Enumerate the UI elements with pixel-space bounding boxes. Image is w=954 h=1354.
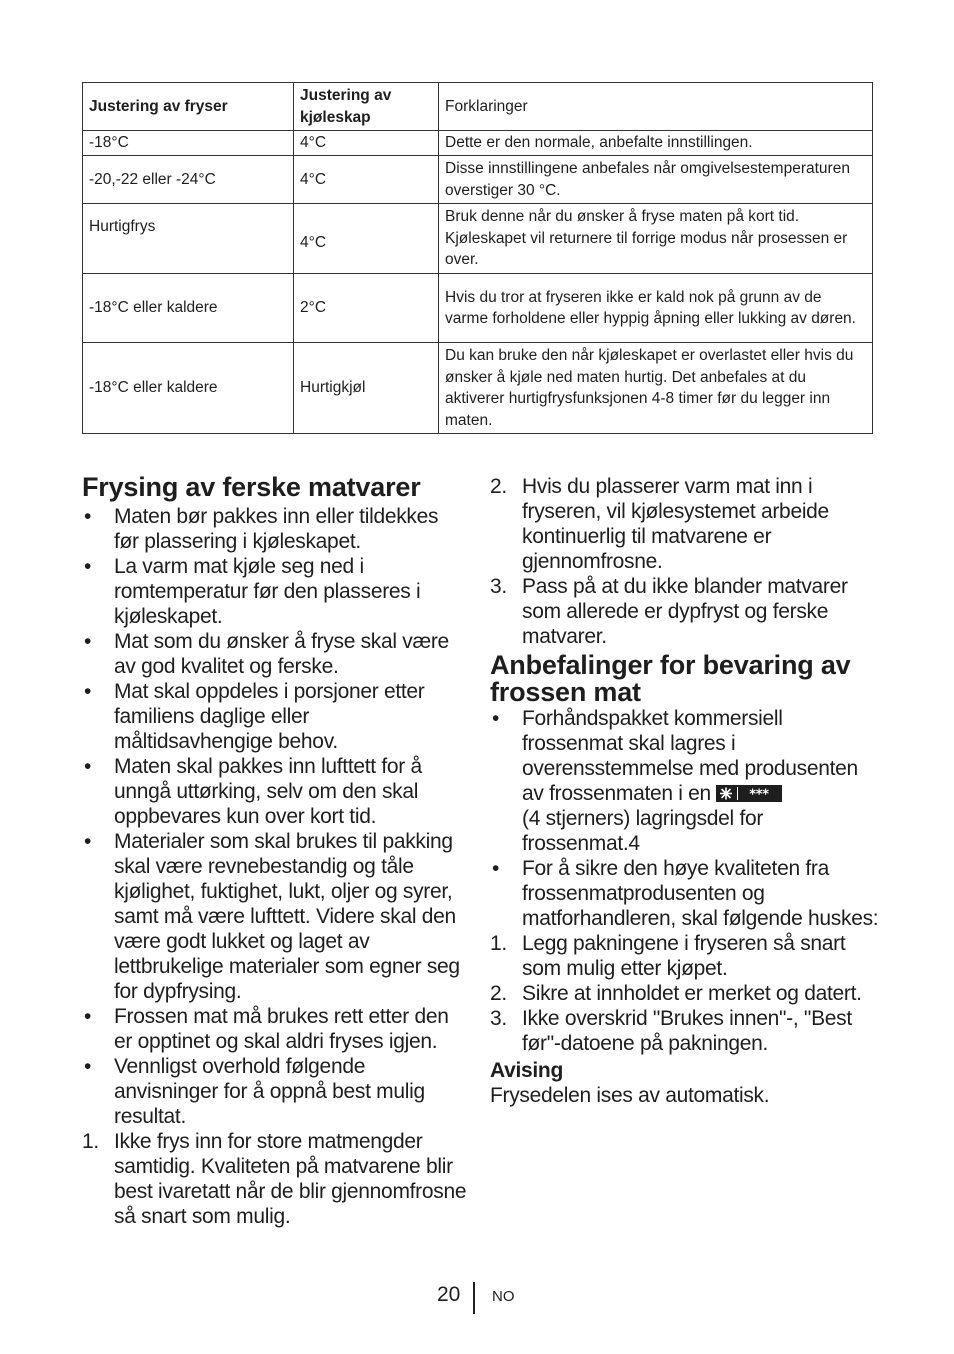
list-item: • Frossen mat må brukes rett etter den er opptinet og skal aldri fryses igjen. xyxy=(84,1005,449,1053)
table-header-cell: Justering av fryser xyxy=(83,83,294,131)
fresh-food-bullet-list xyxy=(82,504,467,1129)
table-header-cell: Justering av kjøleskap xyxy=(294,83,439,131)
list-number: 2. xyxy=(490,475,507,498)
list-number: 3. xyxy=(490,575,507,598)
bullet-marker: • xyxy=(84,555,92,578)
list-item: • Mat skal oppdeles i porsjoner etter familiens daglige eller måltidsavhengige behov. xyxy=(84,680,425,753)
page-number: 20 xyxy=(437,1283,461,1306)
table-cell: Hurtigkjøl xyxy=(294,343,439,434)
section-title-fresh-food: Frysing av ferske matvarer xyxy=(82,472,421,502)
bullet-marker: • xyxy=(84,1055,92,1078)
list-number: 3. xyxy=(490,1007,507,1030)
list-item: • Vennligst overhold følgende anvisninger for å oppnå best mulig resultat. xyxy=(84,1055,425,1128)
section-title-frozen-storage: Anbefalinger for bevaring av frossen mat xyxy=(490,650,851,707)
table-cell: -18°C eller kaldere xyxy=(83,343,294,434)
fresh-food-numbered-list-continued xyxy=(490,474,880,649)
list-item: 3. Pass på at du ikke blander matvarer som allerede er dypfryst og ferske matvarer. xyxy=(490,575,848,648)
list-number: 1. xyxy=(82,1130,99,1153)
list-item: 1. Legg pakningene i fryseren så snart som mulig etter kjøpet. xyxy=(490,932,846,980)
list-item: 2. Sikre at innholdet er merket og datert. xyxy=(490,982,862,1005)
table-header-row xyxy=(83,83,873,131)
table-header-cell: Forklaringer xyxy=(439,83,873,131)
table-cell: Hurtigfrys xyxy=(83,204,294,274)
list-item: 2. Hvis du plasserer varm mat inn i fryseren, vil kjølesystemet arbeide kontinuerlig til matvarene er gjennomfrosne. xyxy=(490,475,829,573)
four-star-freezer-icon xyxy=(716,785,782,802)
bullet-marker: • xyxy=(84,505,92,528)
list-item: 1. Ikke frys inn for store matmengder samtidig. Kvaliteten på matvarene blir best ivaretatt når de blir gjennomfrosne så snart som mulig. xyxy=(82,1130,467,1228)
table-cell: Bruk denne når du ønsker å fryse maten på kort tid. Kjøleskapet vil returnere til forrige modus når prosessen er over. xyxy=(439,204,873,274)
list-item: • Maten skal pakkes inn lufttett for å unngå uttørking, selv om den skal oppbevares kun over kort tid. xyxy=(84,755,422,828)
list-item: 3. Ikke overskrid "Brukes innen"-, "Best før"-datoene på pakningen. xyxy=(490,1007,852,1055)
defrost-heading: Avising xyxy=(490,1059,563,1082)
bullet-marker: • xyxy=(84,630,92,653)
table-row xyxy=(83,156,873,204)
list-item: • Forhåndspakket kommersiell frossenmat skal lagres i overensstemmelse med produsenten av frossenmaten i en *** (4 stjerners) lagringsdel for frossenmat.4 xyxy=(492,707,858,855)
list-number: 1. xyxy=(490,932,507,955)
list-item: • Mat som du ønsker å fryse skal være av god kvalitet og ferske. xyxy=(84,630,449,678)
bullet-marker: • xyxy=(84,755,92,778)
left-column xyxy=(82,474,467,1229)
table-row xyxy=(83,204,873,274)
table-row xyxy=(83,274,873,343)
table-cell: 2°C xyxy=(294,274,439,343)
frozen-storage-numbered-list xyxy=(490,931,880,1056)
bullet-marker: • xyxy=(84,680,92,703)
bullet-marker: • xyxy=(84,1005,92,1028)
table-cell: Dette er den normale, anbefalte innstillingen. xyxy=(439,131,873,156)
list-item: • La varm mat kjøle seg ned i romtemperatur før den plasseres i kjøleskapet. xyxy=(84,555,421,628)
table-cell: Disse innstillingene anbefales når omgivelsestemperaturen overstiger 30 °C. xyxy=(439,156,873,204)
frozen-storage-bullet-list xyxy=(490,706,880,931)
defrost-paragraph: Frysedelen ises av automatisk. xyxy=(490,1084,770,1107)
list-number: 2. xyxy=(490,982,507,1005)
language-code: NO xyxy=(492,1288,515,1305)
footer-divider xyxy=(473,1282,475,1314)
settings-table xyxy=(82,82,873,434)
table-cell: -20,-22 eller -24°C xyxy=(83,156,294,204)
bullet-marker: • xyxy=(492,857,500,880)
table-row xyxy=(83,131,873,156)
table-cell: -18°C eller kaldere xyxy=(83,274,294,343)
table-cell: -18°C xyxy=(83,131,294,156)
table-cell: 4°C xyxy=(294,156,439,204)
bullet-marker: • xyxy=(492,707,500,730)
table-cell: Hvis du tror at fryseren ikke er kald nok på grunn av de varme forholdene eller hyppig åpning eller lukking av døren. xyxy=(439,274,873,343)
table-cell: Du kan bruke den når kjøleskapet er overlastet eller hvis du ønsker å kjøle ned maten hurtig. Det anbefales at du aktiverer hurtigfrysfunksjonen 4-8 timer før du legger inn maten. xyxy=(439,343,873,434)
right-column xyxy=(490,474,880,1108)
list-item: • Materialer som skal brukes til pakking skal være revnebestandig og tåle kjølighet, fuktighet, lukt, oljer og syrer, samt må være lufttett. Videre skal den være godt lukket og laget av lettbrukelige materialer som egner seg for dypfrysing. xyxy=(84,830,460,1003)
table-row xyxy=(83,343,873,434)
table-cell: 4°C xyxy=(294,204,439,274)
fresh-food-numbered-list xyxy=(82,1129,467,1229)
list-item: • For å sikre den høye kvaliteten fra frossenmatprodusenten og matforhandleren, skal følgende huskes: xyxy=(492,857,879,930)
table-cell: 4°C xyxy=(294,131,439,156)
list-item: • Maten bør pakkes inn eller tildekkes før plassering i kjøleskapet. xyxy=(84,505,439,553)
bullet-marker: • xyxy=(84,830,92,853)
svg-text:***: *** xyxy=(749,787,770,802)
